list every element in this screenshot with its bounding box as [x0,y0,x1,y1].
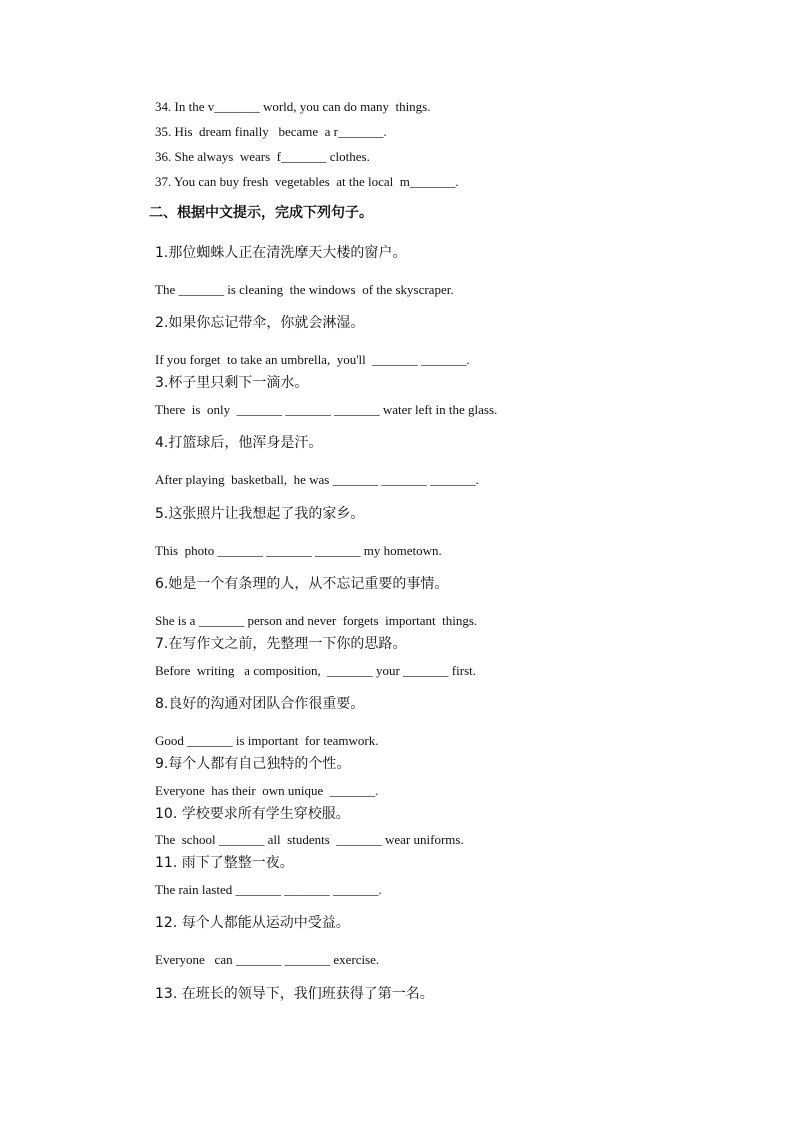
item-9-chinese: 9.每个人都有自己独特的个性。 [155,756,351,772]
item-3-chinese: 3.杯子里只剩下一滴水。 [155,375,309,391]
item-3-english: There is only _______ _______ _______ water left in the glass. [155,402,498,417]
item-7-english: Before writing a composition, _______ your _______ first. [155,663,476,678]
item-11-english: The rain lasted _______ _______ _______. [155,882,382,897]
item-10-chinese: 10. 学校要求所有学生穿校服。 [155,806,350,822]
item-6-english: She is a _______ person and never forgets important things. [155,613,478,628]
question-35: 35. His dream finally became a r_______. [155,124,387,139]
item-4-chinese: 4.打篮球后，他浑身是汗。 [155,435,323,451]
item-12-chinese: 12. 每个人都能从运动中受益。 [155,915,350,931]
item-2-english: If you forget to take an umbrella, you'll _______ _______. [155,352,470,367]
item-7-chinese: 7.在写作文之前，先整理一下你的思路。 [155,636,407,652]
item-8-chinese: 8.良好的沟通对团队合作很重要。 [155,696,365,712]
question-37: 37. You can buy fresh vegetables at the local m_______. [155,174,459,189]
item-1-chinese: 1.那位蜘蛛人正在清洗摩天大楼的窗户。 [155,245,407,261]
item-8-english: Good _______ is important for teamwork. [155,733,379,748]
item-1-english: The _______ is cleaning the windows of the skyscraper. [155,282,454,297]
item-13-chinese: 13. 在班长的领导下，我们班获得了第一名。 [155,986,434,1002]
item-12-english: Everyone can _______ _______ exercise. [155,952,380,967]
item-9-english: Everyone has their own unique _______. [155,783,379,798]
question-34: 34. In the v_______ world, you can do many things. [155,99,431,114]
item-4-english: After playing basketball, he was _______ _______ _______. [155,472,479,487]
item-2-chinese: 2.如果你忘记带伞，你就会淋湿。 [155,315,365,331]
item-6-chinese: 6.她是一个有条理的人，从不忘记重要的事情。 [155,576,449,592]
item-5-chinese: 5.这张照片让我想起了我的家乡。 [155,506,365,522]
item-11-chinese: 11. 雨下了整整一夜。 [155,855,294,871]
question-36: 36. She always wears f_______ clothes. [155,149,370,164]
item-5-english: This photo _______ _______ _______ my hometown. [155,543,442,558]
item-10-english: The school _______ all students _______ wear uniforms. [155,832,464,847]
section-heading: 二、根据中文提示，完成下列句子。 [149,205,373,221]
